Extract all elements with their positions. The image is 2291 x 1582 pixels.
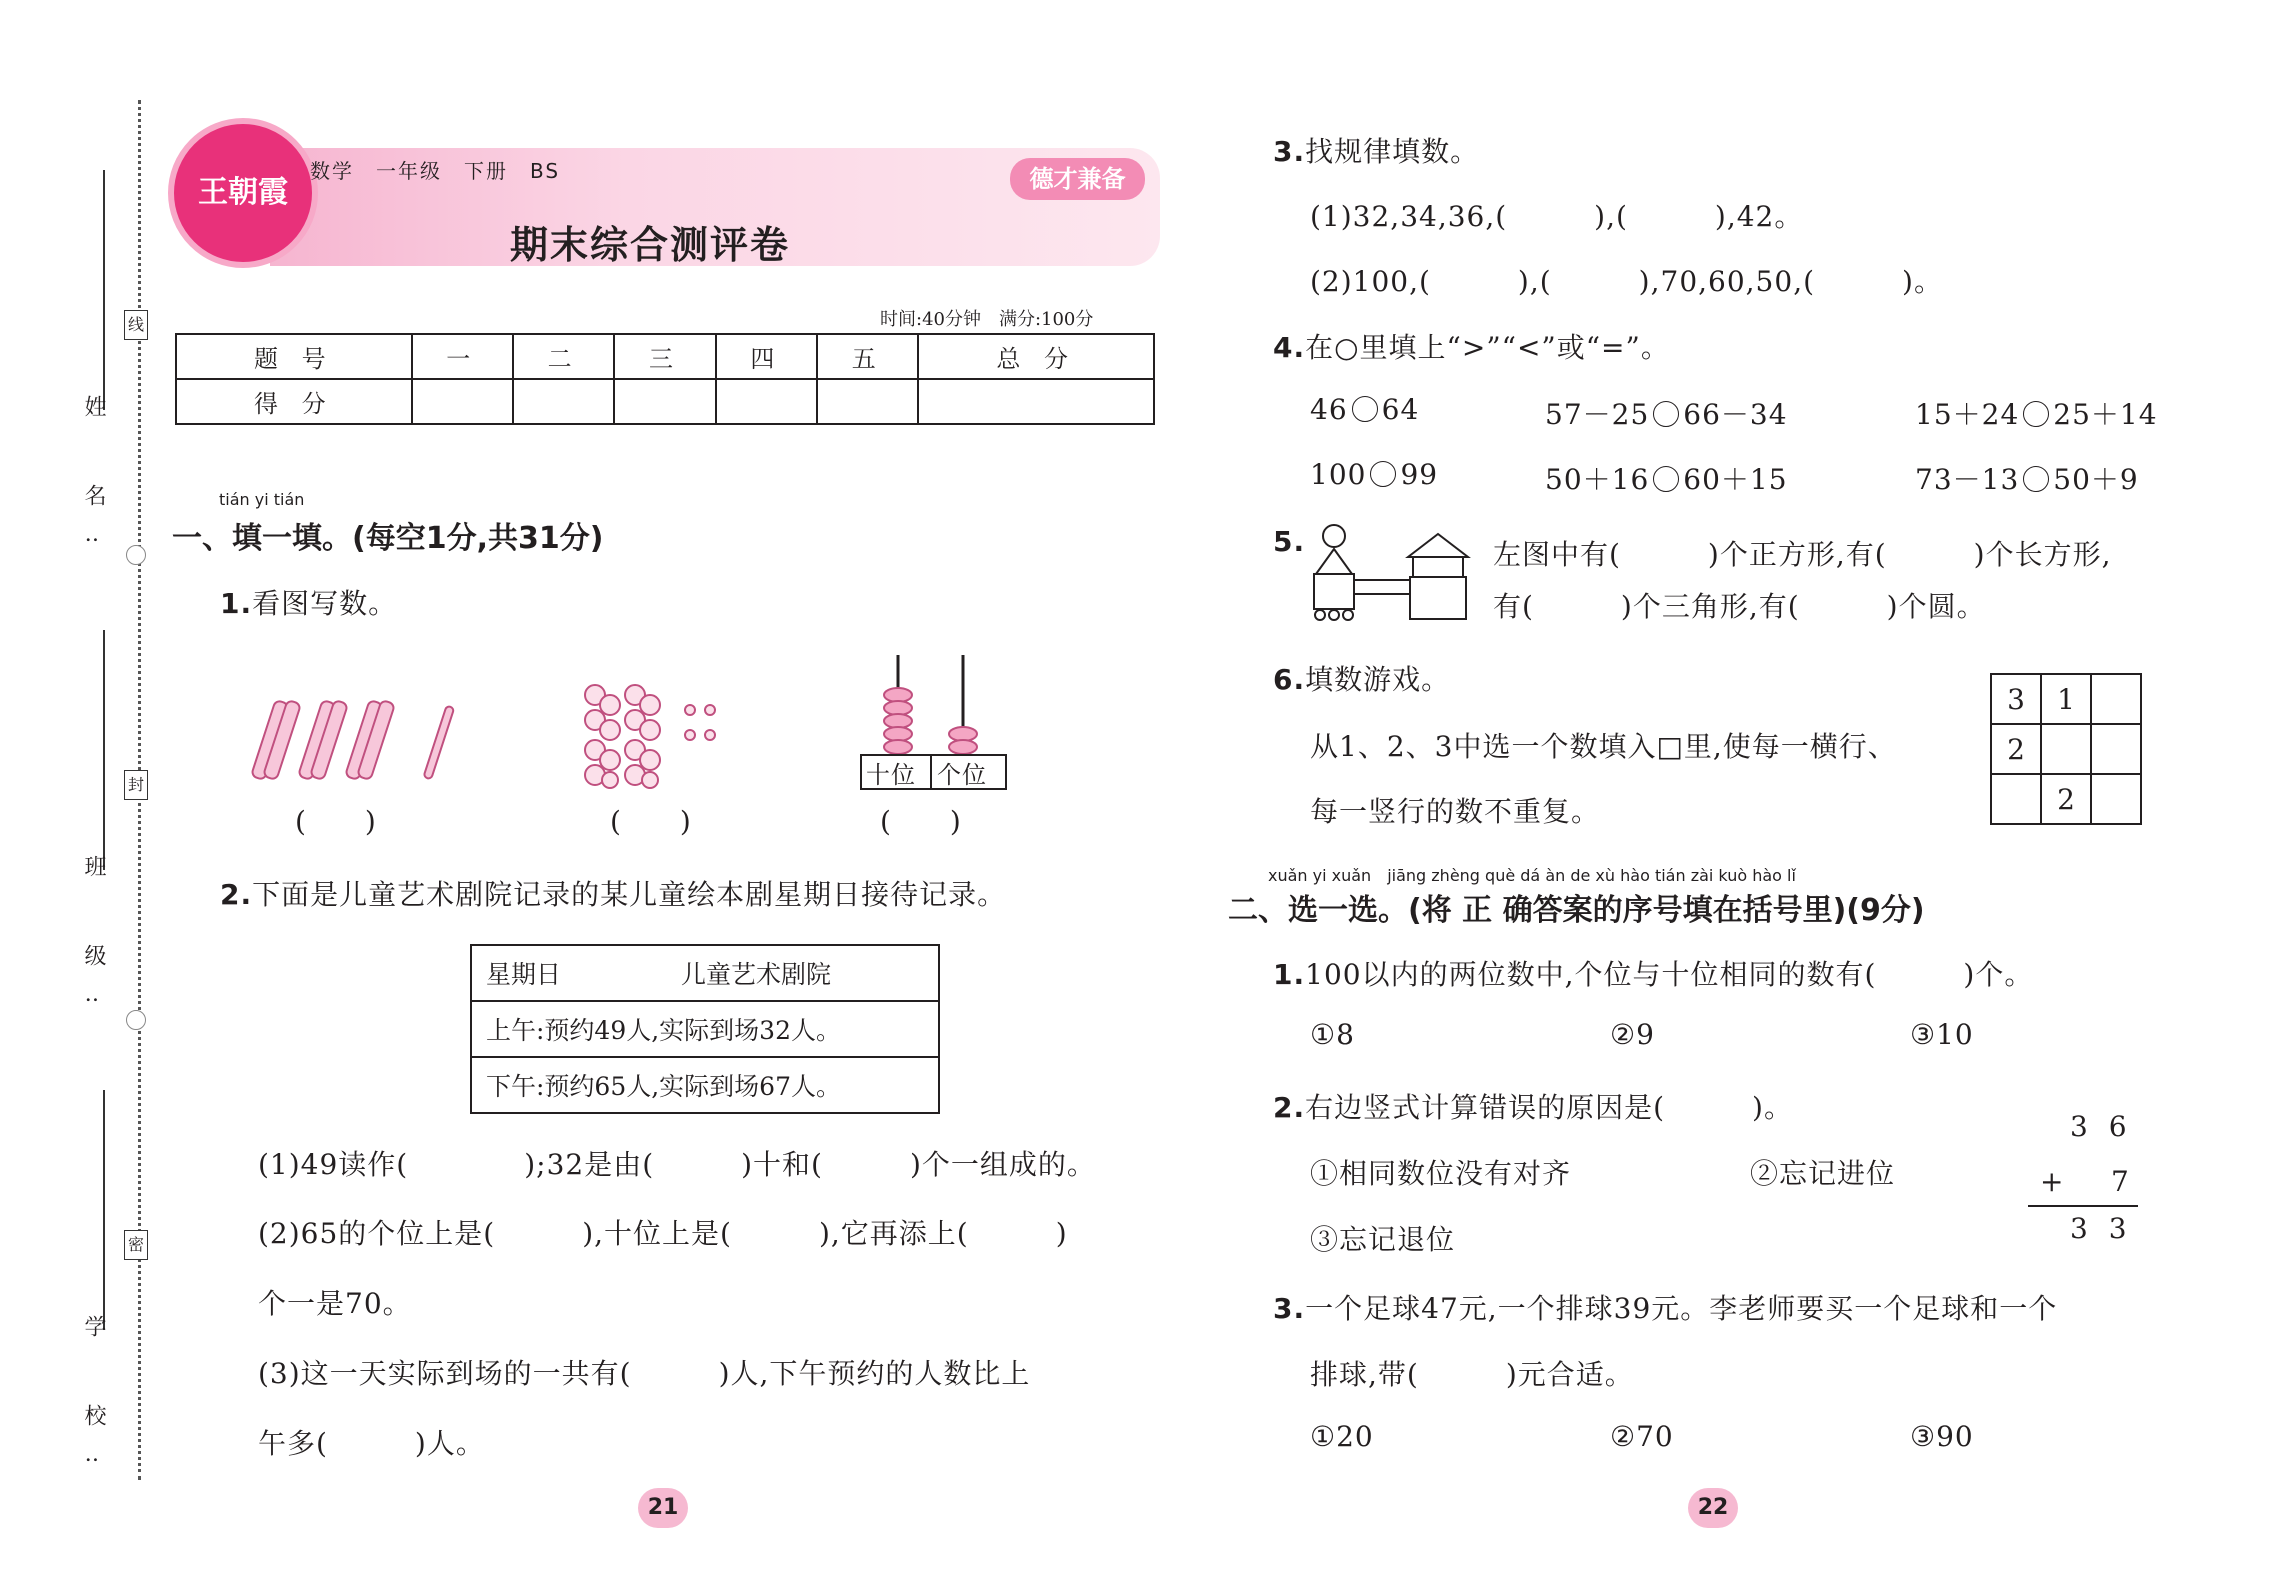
exam-title: 期末综合测评卷 (510, 223, 791, 267)
q4-line: 4.在○里填上“>”“<”或“=”。 (1273, 331, 1670, 364)
theatre-record-table (470, 944, 940, 1114)
compare-circle[interactable] (2023, 401, 2049, 427)
s2q3-line: 3.一个足球47元,一个排球39元。李老师要买一个足球和一个 (1273, 1292, 2058, 1325)
stick-bundles-picture (245, 690, 460, 790)
option[interactable]: ②9 (1610, 1018, 1655, 1051)
line-mark: 线 (124, 310, 148, 340)
q2-sub3: (3)这一天实际到场的一共有( )人,下午预约的人数比上 (258, 1357, 1031, 1390)
score-header: 二 (513, 334, 614, 379)
compare-item: 57－25 66－34 (1545, 398, 1788, 431)
record-row: 下午:预约65人,实际到场67人。 (471, 1057, 939, 1113)
score-label: 得 分 (176, 379, 412, 424)
score-cell[interactable] (412, 379, 513, 424)
abacus-ones-label: 个位 (937, 761, 987, 789)
q6-instr1: 从1、2、3中选一个数填入□里,使每一横行、 (1310, 730, 1897, 763)
grid-cell: 2 (2041, 774, 2091, 824)
record-row: 上午:预约49人,实际到场32人。 (471, 1001, 939, 1057)
q2-sub1: (1)49读作( );32是由( )十和( )个一组成的。 (258, 1148, 1096, 1181)
s2q1-line: 1.100以内的两位数中,个位与十位相同的数有( )个。 (1273, 958, 2034, 991)
compare-item: 73－13 50＋9 (1915, 463, 2139, 496)
compare-item: 50＋16 60＋15 (1545, 463, 1788, 496)
class-label: 班 级: (81, 855, 106, 1034)
option[interactable]: ②70 (1610, 1420, 1674, 1453)
seal-mark: 封 (124, 770, 148, 800)
name-rule (103, 170, 105, 410)
binding-hole-icon (126, 545, 146, 565)
calc-rule (2028, 1205, 2138, 1207)
section1-title: 一、填一填。(每空1分,共31分) (172, 521, 604, 556)
compare-circle[interactable] (1653, 466, 1679, 492)
section1-pinyin: tián yi tián (219, 490, 305, 509)
score-cell[interactable] (918, 379, 1154, 424)
calc-operator: + (2040, 1165, 2065, 1198)
class-rule (103, 630, 105, 870)
school-rule (103, 1090, 105, 1330)
name-label: 姓 名: (81, 395, 106, 574)
compare-item: 46 64 (1310, 393, 1420, 426)
compare-circle[interactable] (1653, 401, 1679, 427)
q3-sub1: (1)32,34,36,( ),( ),42。 (1310, 200, 1804, 233)
binding-hole-icon (126, 1010, 146, 1030)
score-header: 四 (716, 334, 817, 379)
q5-line2: 有( )个三角形,有( )个圆。 (1493, 590, 1986, 623)
flower-dots-picture (580, 680, 720, 790)
score-cell[interactable] (513, 379, 614, 424)
grid-cell[interactable] (2091, 724, 2141, 774)
q1-line: 1.看图写数。 (220, 587, 398, 620)
option[interactable]: ③90 (1910, 1420, 1974, 1453)
record-header: 星期日 儿童艺术剧院 (471, 945, 939, 1001)
answer-blank[interactable]: ( ) (880, 805, 962, 838)
calc-result: 3 3 (2070, 1212, 2128, 1245)
calc-top: 3 6 (2070, 1110, 2128, 1143)
score-header: 题 号 (176, 334, 412, 379)
q2-sub3-cont: 午多( )人。 (258, 1427, 485, 1460)
score-header: 五 (817, 334, 918, 379)
compare-circle[interactable] (1370, 461, 1396, 487)
compare-circle[interactable] (1352, 396, 1378, 422)
calc-second: 7 (2111, 1165, 2130, 1198)
option[interactable]: ①20 (1310, 1420, 1374, 1453)
number-grid (1990, 673, 2142, 825)
q6-instr2: 每一竖行的数不重复。 (1310, 795, 1601, 828)
grid-cell: 3 (1991, 674, 2041, 724)
page-number-left: 21 (638, 1488, 688, 1528)
score-cell[interactable] (716, 379, 817, 424)
option[interactable]: ②忘记进位 (1750, 1157, 1896, 1190)
option[interactable]: ③10 (1910, 1018, 1974, 1051)
subject-line: 数学 一年级 下册 BS (310, 159, 561, 183)
s2q2-line: 2.右边竖式计算错误的原因是( )。 (1273, 1091, 1793, 1124)
option[interactable]: ①相同数位没有对齐 (1310, 1157, 1572, 1190)
compare-item: 15＋24 25＋14 (1915, 398, 2158, 431)
grid-cell: 1 (2041, 674, 2091, 724)
option[interactable]: ①8 (1310, 1018, 1355, 1051)
answer-blank[interactable]: ( ) (610, 805, 692, 838)
score-header: 总 分 (918, 334, 1154, 379)
abacus-tens-label: 十位 (866, 761, 916, 789)
q2-sub2: (2)65的个位上是( ),十位上是( ),它再添上( ) (258, 1217, 1068, 1250)
secret-mark: 密 (124, 1230, 148, 1260)
shapes-figure (1308, 522, 1473, 622)
q2-line: 2.下面是儿童艺术剧院记录的某儿童绘本剧星期日接待记录。 (220, 878, 1007, 911)
compare-circle[interactable] (2023, 466, 2049, 492)
score-cell[interactable] (817, 379, 918, 424)
score-cell[interactable] (614, 379, 715, 424)
school-label: 学 校: (81, 1315, 106, 1494)
q3-sub2: (2)100,( ),( ),70,60,50,( )。 (1310, 265, 1943, 298)
motto-badge: 德才兼备 (1010, 158, 1145, 200)
score-table (175, 333, 1155, 425)
q5-number: 5. (1273, 525, 1306, 558)
answer-blank[interactable]: ( ) (295, 805, 377, 838)
option[interactable]: ③忘记退位 (1310, 1223, 1456, 1256)
q5-line1: 左图中有( )个正方形,有( )个长方形, (1493, 538, 2112, 571)
grid-cell[interactable] (2091, 774, 2141, 824)
grid-cell[interactable] (2041, 724, 2091, 774)
page-number-right: 22 (1688, 1488, 1738, 1528)
grid-cell[interactable] (1991, 774, 2041, 824)
q2-sub2-cont: 个一是70。 (258, 1287, 412, 1320)
time-info: 时间:40分钟 满分:100分 (880, 309, 1094, 330)
q6-line: 6.填数游戏。 (1273, 663, 1451, 696)
grid-cell: 2 (1991, 724, 2041, 774)
s2q3-cont: 排球,带( )元合适。 (1310, 1358, 1634, 1391)
grid-cell[interactable] (2091, 674, 2141, 724)
compare-item: 100 99 (1310, 458, 1439, 491)
score-header: 一 (412, 334, 513, 379)
section2-title: 二、选一选。(将 正 确答案的序号填在括号里)(9分) (1228, 893, 1925, 928)
brand-logo: 王朝霞 (168, 118, 318, 268)
q3-line: 3.找规律填数。 (1273, 135, 1480, 168)
score-header: 三 (614, 334, 715, 379)
section2-pinyin: xuǎn yi xuǎn jiāng zhèng què dá àn de xù hào tián zài kuò hào lǐ (1268, 866, 1796, 885)
